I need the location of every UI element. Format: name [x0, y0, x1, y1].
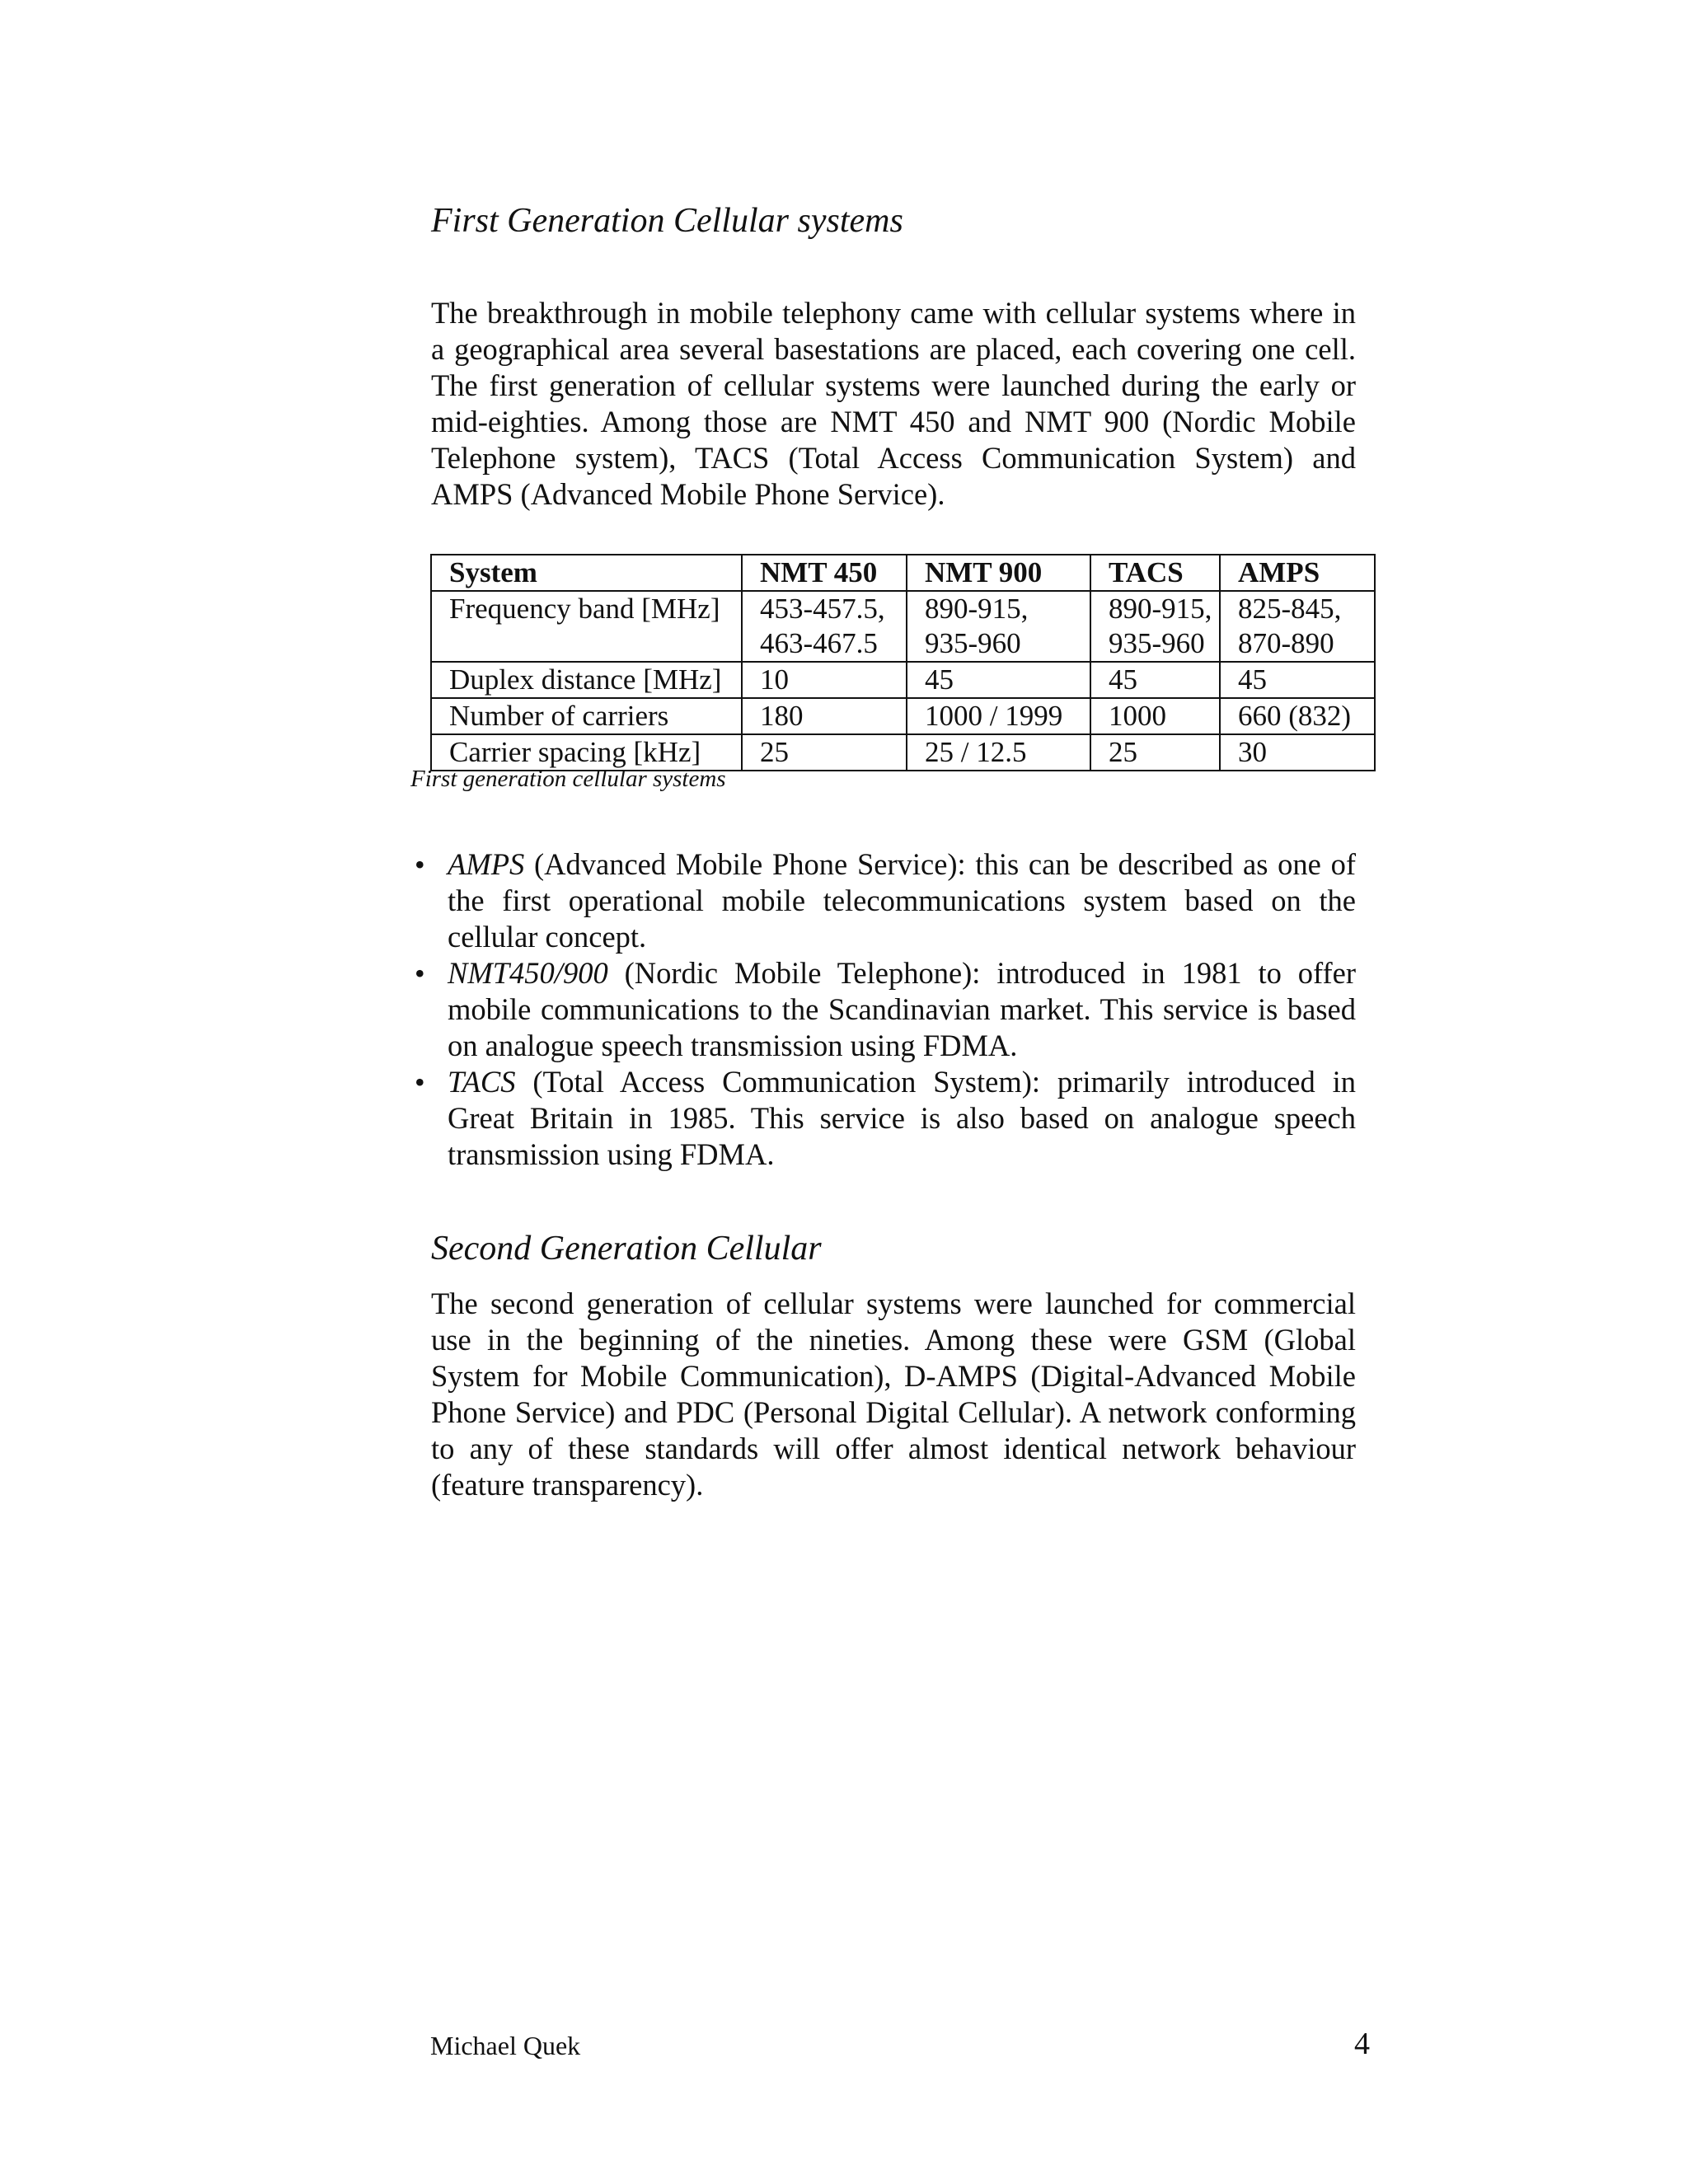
table-cell: 45 — [907, 662, 1090, 698]
list-item — [412, 846, 1356, 955]
system-descriptions-list — [412, 846, 1356, 1173]
table-header-cell: NMT 450 — [742, 555, 907, 591]
row-label-cell — [431, 698, 742, 734]
table-cell — [907, 591, 1090, 662]
table-cell: 30 — [1220, 734, 1375, 771]
table-cell: 25 / 12.5 — [907, 734, 1090, 771]
row-label: Frequency band [MHz] — [449, 593, 720, 625]
cell-line: 890-915, — [1109, 593, 1212, 625]
cell-line: 453-457.5, — [760, 593, 885, 625]
bullet-icon: • — [415, 848, 425, 881]
row-label: Number of carriers — [449, 700, 669, 732]
system-term: NMT450/900 — [448, 956, 608, 990]
table-cell: 1000 — [1090, 698, 1220, 734]
table-cell: 180 — [742, 698, 907, 734]
bullet-icon: • — [415, 957, 425, 990]
table-cell: 45 — [1220, 662, 1375, 698]
row-label: Duplex distance [MHz] — [449, 663, 722, 696]
table-caption: First generation cellular systems — [410, 766, 726, 792]
table-cell: 660 (832) — [1220, 698, 1375, 734]
table-cell — [742, 591, 907, 662]
table-row — [431, 591, 1375, 662]
bullet-icon: • — [415, 1066, 425, 1099]
cell-line: 935-960 — [925, 627, 1021, 659]
list-item — [412, 1064, 1356, 1173]
footer-author: Michael Quek — [430, 2031, 581, 2060]
system-description: (Total Access Communication System): primarily introduced in Great Britain in 1985. This service is also based on analogue speech transmission using FDMA. — [448, 1065, 1356, 1171]
cell-line: 890-915, — [925, 593, 1029, 625]
table-cell: 45 — [1090, 662, 1220, 698]
table-row — [431, 662, 1375, 698]
section-heading-first-generation: First Generation Cellular systems — [431, 202, 903, 240]
list-item — [412, 955, 1356, 1064]
cell-line: 935-960 — [1109, 627, 1205, 659]
cell-line: 825-845, — [1238, 593, 1342, 625]
intro-paragraph: The breakthrough in mobile telephony came with cellular systems where in a geographical area several basestations are placed, each covering one cell. The first generation of cellular systems were launched during the early or mid-eighties. Among those are NMT 450 and NMT 900 (Nordic Mobile Telephone system), TACS (Total Access Communication System) and AMPS (Advanced Mobile Phone Service). — [431, 296, 1356, 511]
table-header-cell: System — [431, 555, 742, 591]
first-generation-systems-table — [430, 554, 1376, 771]
table-row — [431, 698, 1375, 734]
system-description: (Nordic Mobile Telephone): introduced in 1981 to offer mobile communications to the Scandinavian market. This service is based on analogue speech transmission using FDMA. — [448, 956, 1356, 1062]
cell-line: 463-467.5 — [760, 627, 878, 659]
table-cell: 1000 / 1999 — [907, 698, 1090, 734]
page-number: 4 — [1354, 2027, 1370, 2061]
table-cell: 25 — [742, 734, 907, 771]
row-label: Carrier spacing [kHz] — [449, 736, 701, 768]
row-label-cell — [431, 591, 742, 662]
section-heading-second-generation: Second Generation Cellular — [431, 1230, 822, 1268]
table-cell: 10 — [742, 662, 907, 698]
table-header-row — [431, 555, 1375, 591]
system-description: (Advanced Mobile Phone Service): this can be described as one of the first operational mobile telecommunications system based on the cellular concept. — [448, 847, 1356, 954]
row-label-cell — [431, 662, 742, 698]
cell-line: 870-890 — [1238, 627, 1334, 659]
table-header-cell: TACS — [1090, 555, 1220, 591]
table-cell: 25 — [1090, 734, 1220, 771]
table-header-cell: NMT 900 — [907, 555, 1090, 591]
second-generation-paragraph: The second generation of cellular systems were launched for commercial use in the beginning of the nineties. Among these were GSM (Global System for Mobile Communication), D-AMPS (Digital-Advanced Mobile Phone Service) and PDC (Personal Digital Cellular). A network conforming to any of these standards will offer almost identical network behaviour (feature transparency). — [431, 1286, 1356, 1502]
table-cell — [1090, 591, 1220, 662]
table-cell — [1220, 591, 1375, 662]
system-term: AMPS — [448, 847, 525, 881]
system-term: TACS — [448, 1065, 516, 1099]
table-header-cell: AMPS — [1220, 555, 1375, 591]
